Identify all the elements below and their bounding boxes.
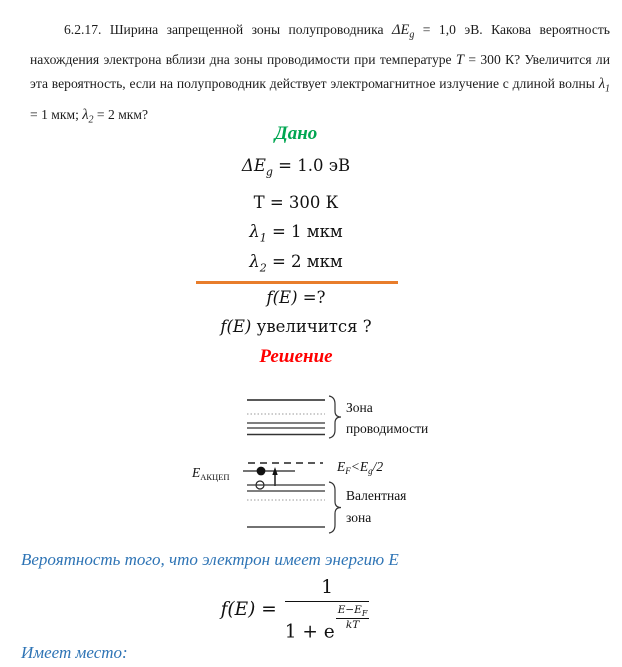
given-eq-delta-eg <box>0 156 607 178</box>
formula-lhs: f(E) = <box>220 599 277 621</box>
formula-lambda1: λ <box>598 76 605 93</box>
formula-lambda1-sub: 1 <box>605 84 610 96</box>
formula-delta-eg: ΔE <box>391 21 410 38</box>
eq1-rest: = 1.0 эВ <box>272 156 351 175</box>
energy-band-diagram <box>180 383 450 547</box>
eq4-main: λ <box>249 252 260 271</box>
given-find-divider <box>196 281 398 284</box>
electron-filled-circle <box>257 467 266 476</box>
fermi-dirac-formula <box>0 577 606 642</box>
closing-note: Имеет место: <box>21 643 128 662</box>
problem-text-3: Увеличится ли эта вероятность, если на полупроводник действует электромагнитное излучение с длиной волны <box>30 51 610 92</box>
conduction-band-lines <box>247 400 325 435</box>
eq3-sub: 1 <box>259 231 267 245</box>
formula-temperature: T <box>455 51 464 68</box>
conduction-band-label-line2: проводимости <box>346 421 429 436</box>
formula-exponent-numerator: $E-E_F$ <box>337 604 368 619</box>
valence-band-brace <box>329 482 341 533</box>
formula-numerator: 1 <box>285 577 370 602</box>
given-eq-lambda2 <box>0 252 607 274</box>
given-eq-temperature <box>0 193 607 212</box>
formula-lambda2-sub: 2 <box>88 114 94 126</box>
find1-rest: =? <box>297 288 326 307</box>
conduction-band-label-line1: Зона <box>346 400 373 415</box>
probability-note: Вероятность того, что электрон имеет энергию E <box>21 550 399 569</box>
formula-exponent-denominator: kT <box>345 619 360 632</box>
formula-exponent-fraction <box>336 604 370 631</box>
acceptor-level-label: $E_{АКЦЕП}$ <box>192 465 230 482</box>
formula-denominator <box>285 602 370 642</box>
formula-delta-eg-value: = 1,0 эВ. <box>414 21 492 37</box>
problem-text-2: Какова вероятность нахождения электрона вблизи дна зоны проводимости при температуре <box>30 21 610 67</box>
eq1-sub: g <box>265 165 273 179</box>
transition-arrow <box>272 467 277 486</box>
formula-lambda2-value: = 2 мкм? <box>93 106 149 122</box>
eq2-rest: Т = 300 К <box>253 193 339 212</box>
given-title: Дано <box>274 123 318 144</box>
formula-delta-eg-sub: g <box>409 29 415 41</box>
formula-temperature-value: = 300 К? <box>464 51 525 67</box>
formula-den-base: 1 + e <box>284 621 335 643</box>
find2-rest: увеличится ? <box>251 317 372 336</box>
find-fe <box>0 288 607 307</box>
eq1-main: ΔE <box>241 156 266 175</box>
eq3-main: λ <box>249 222 260 241</box>
find2-main: f(E) <box>220 317 252 336</box>
fermi-level-label: $E_F<E_g/2$ <box>337 459 384 476</box>
conduction-band-brace <box>329 396 341 438</box>
valence-band-label-line1: Валентная <box>346 488 407 503</box>
given-eq-lambda1 <box>0 222 607 244</box>
problem-text-1: 6.2.17. Ширина запрещенной зоны полупроводника <box>64 21 392 37</box>
formula-fraction <box>285 577 370 642</box>
formula-lambda1-value: = 1 мкм; <box>30 106 83 122</box>
formula-lambda2: λ <box>82 106 89 123</box>
valence-band-lines <box>247 485 325 527</box>
find-fe-increase <box>0 317 607 336</box>
problem-statement <box>30 18 610 133</box>
eq4-sub: 2 <box>259 261 267 275</box>
find1-main: f(E) <box>266 288 298 307</box>
valence-band-label-line2: зона <box>346 510 372 525</box>
eq4-rest: = 2 мкм <box>266 252 343 271</box>
solution-title: Решение <box>259 346 333 367</box>
eq3-rest: = 1 мкм <box>266 222 343 241</box>
